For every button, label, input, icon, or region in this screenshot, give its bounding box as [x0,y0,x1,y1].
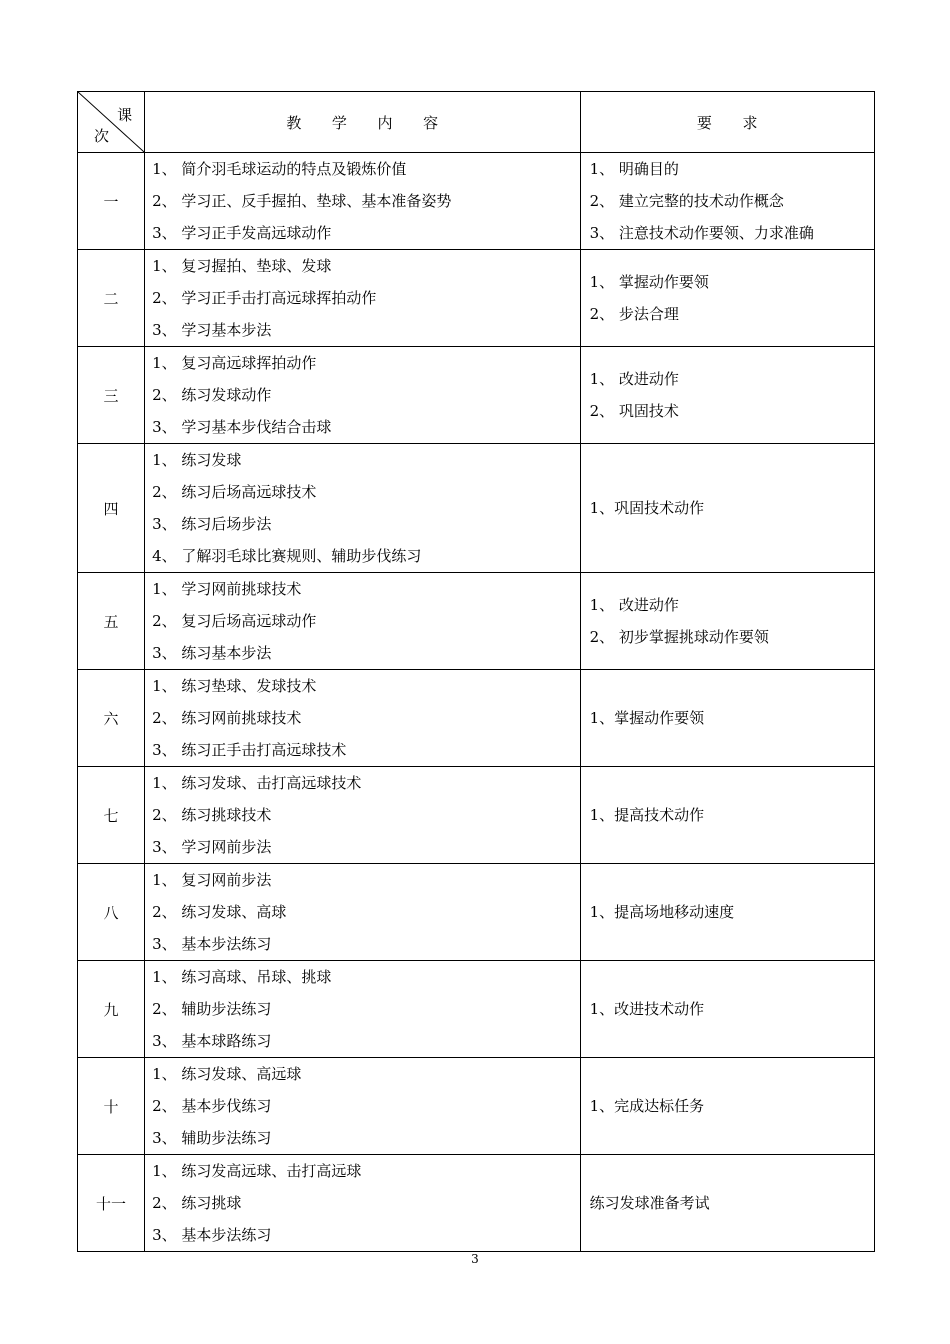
content-line: 1、 练习发球、高远球 [152,1065,302,1083]
requirement-line: 2、 巩固技术 [589,402,679,420]
content-line: 2、 练习网前挑球技术 [152,709,302,727]
content-line: 1、 练习高球、吊球、挑球 [152,968,332,986]
content-line: 2、 练习挑球 [152,1194,242,1212]
lesson-content [145,444,581,573]
lesson-number-header [78,92,145,153]
content-line: 3、 基本步法练习 [152,935,272,953]
page-number: 3 [471,1252,479,1266]
content-header: 教 学 内 容 [145,92,581,153]
content-line: 1、 练习发球、击打高远球技术 [152,774,362,792]
header-lesson-label: 课 [117,106,133,124]
content-line: 3、 练习正手击打高远球技术 [152,741,347,759]
header-order-label: 次 [94,127,110,145]
content-line: 2、 练习后场高远球技术 [152,483,317,501]
requirement-line: 1、改进技术动作 [589,1000,705,1018]
requirement-line: 1、提高场地移动速度 [589,903,735,921]
lesson-content [145,250,581,347]
lesson-number: 十一 [78,1155,145,1252]
lesson-number: 二 [78,250,145,347]
content-line: 3、 学习网前步法 [152,838,272,856]
content-line: 1、 复习网前步法 [152,871,272,889]
content-line: 4、 了解羽毛球比赛规则、辅助步伐练习 [152,547,422,565]
diagonal-divider [78,92,144,152]
requirement-line: 1、 掌握动作要领 [589,273,709,291]
requirement-line: 1、完成达标任务 [589,1097,705,1115]
requirement-line: 1、 明确目的 [589,160,679,178]
lesson-number: 六 [78,670,145,767]
lesson-content [145,670,581,767]
lesson-requirements [580,573,874,670]
requirement-line: 1、巩固技术动作 [589,499,705,517]
lesson-requirements [580,1058,874,1155]
lesson-content [145,1155,581,1252]
table-row [78,1155,875,1252]
requirement-line: 练习发球准备考试 [589,1194,710,1212]
table-body [78,92,875,1252]
lesson-requirements [580,670,874,767]
table-row [78,250,875,347]
lesson-content [145,767,581,864]
content-line: 2、 学习正手击打高远球挥拍动作 [152,289,377,307]
requirement-line: 1、掌握动作要领 [589,709,705,727]
content-line: 2、 基本步伐练习 [152,1097,272,1115]
lesson-requirements [580,444,874,573]
lesson-number: 十 [78,1058,145,1155]
content-line: 2、 练习发球动作 [152,386,272,404]
content-line: 3、 基本步法练习 [152,1226,272,1244]
requirement-line: 2、 步法合理 [589,305,679,323]
table-row [78,961,875,1058]
content-line: 3、 学习正手发高远球动作 [152,224,332,242]
requirement-line: 1、 改进动作 [589,596,679,614]
header-row [78,92,875,153]
lesson-content [145,1058,581,1155]
content-line: 2、 辅助步法练习 [152,1000,272,1018]
lesson-requirements [580,347,874,444]
content-line: 2、 学习正、反手握拍、垫球、基本准备姿势 [152,192,452,210]
requirement-line: 2、 初步掌握挑球动作要领 [589,628,769,646]
content-line: 3、 辅助步法练习 [152,1129,272,1147]
table-row [78,153,875,250]
requirement-header: 要 求 [580,92,874,153]
table-row [78,670,875,767]
lesson-number: 八 [78,864,145,961]
lesson-content [145,573,581,670]
table-row [78,573,875,670]
lesson-number: 五 [78,573,145,670]
lesson-requirements [580,1155,874,1252]
content-line: 1、 练习发高远球、击打高远球 [152,1162,362,1180]
content-line: 3、 基本球路练习 [152,1032,272,1050]
lesson-requirements [580,864,874,961]
content-line: 3、 学习基本步伐结合击球 [152,418,332,436]
content-line: 2、 练习发球、高球 [152,903,287,921]
lesson-requirements [580,767,874,864]
content-line: 3、 练习后场步法 [152,515,272,533]
requirement-line: 1、提高技术动作 [589,806,705,824]
lesson-content [145,347,581,444]
lesson-content [145,153,581,250]
content-line: 1、 练习发球 [152,451,242,469]
content-line: 2、 复习后场高远球动作 [152,612,317,630]
content-line: 1、 简介羽毛球运动的特点及锻炼价值 [152,160,407,178]
lesson-content [145,864,581,961]
table-row [78,767,875,864]
lesson-content [145,961,581,1058]
content-line: 1、 复习握拍、垫球、发球 [152,257,332,275]
content-line: 1、 复习高远球挥拍动作 [152,354,317,372]
lesson-plan-table [77,91,875,1252]
lesson-number: 九 [78,961,145,1058]
requirement-line: 2、 建立完整的技术动作概念 [589,192,784,210]
content-line: 1、 学习网前挑球技术 [152,580,302,598]
table-row [78,1058,875,1155]
lesson-requirements [580,961,874,1058]
requirement-line: 1、 改进动作 [589,370,679,388]
content-line: 3、 学习基本步法 [152,321,272,339]
table-row [78,444,875,573]
table-row [78,347,875,444]
content-line: 2、 练习挑球技术 [152,806,272,824]
lesson-requirements [580,153,874,250]
lesson-number: 一 [78,153,145,250]
table-row [78,864,875,961]
lesson-number: 四 [78,444,145,573]
requirement-line: 3、 注意技术动作要领、力求准确 [589,224,814,242]
lesson-requirements [580,250,874,347]
lesson-number: 三 [78,347,145,444]
lesson-number: 七 [78,767,145,864]
content-line: 3、 练习基本步法 [152,644,272,662]
content-line: 1、 练习垫球、发球技术 [152,677,317,695]
